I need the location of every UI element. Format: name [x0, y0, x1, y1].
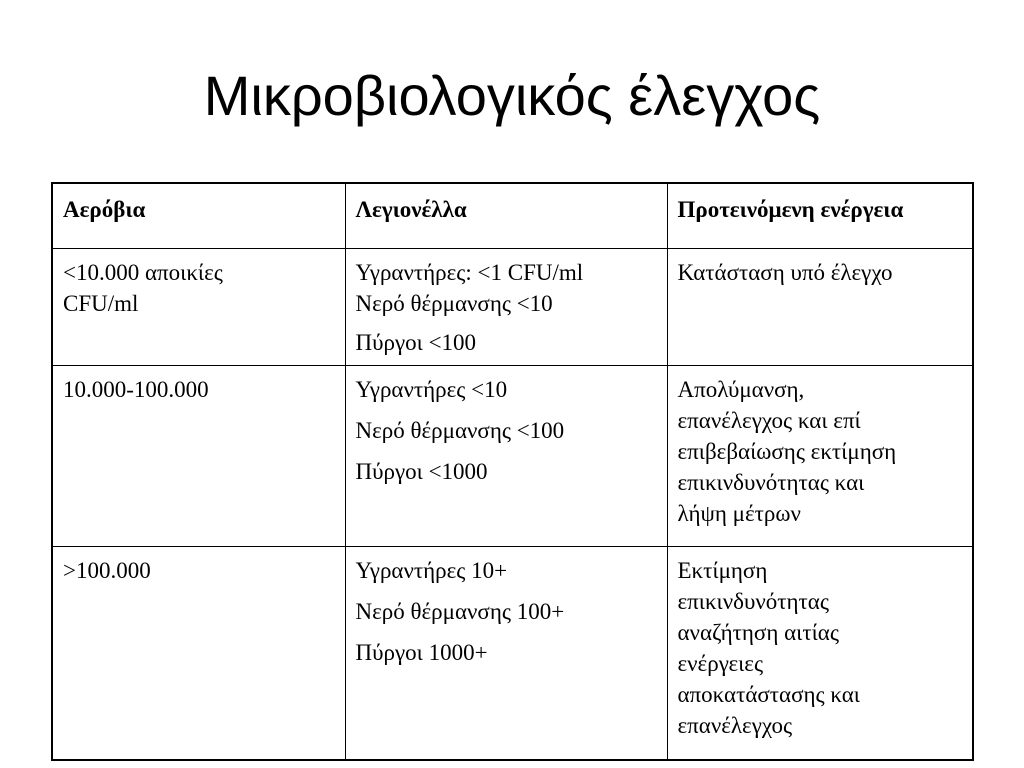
- cell-text: Πύργοι <1000: [355, 459, 488, 484]
- table-row: [52, 249, 973, 366]
- cell-text: ενέργειες: [677, 651, 764, 676]
- cell-text: CFU/ml: [63, 291, 139, 316]
- header-legionella: Λεγιονέλλα: [345, 183, 667, 249]
- cell-text: αναζήτηση αιτίας: [677, 620, 839, 645]
- cell-text: Απολύμανση,: [677, 377, 805, 402]
- cell-legionella: [345, 547, 667, 761]
- header-aerobia: Αερόβια: [52, 183, 345, 249]
- cell-aerobia: [52, 366, 345, 547]
- cell-text: λήψη μέτρων: [677, 501, 801, 526]
- cell-text: <10.000 αποικίες: [63, 260, 223, 285]
- table-header-row: [52, 183, 973, 249]
- cell-text: Πύργοι 1000+: [355, 640, 488, 665]
- cell-text: Υγραντήρες <10: [355, 377, 508, 402]
- cell-text: 10.000-100.000: [63, 377, 209, 402]
- cell-action: [667, 366, 973, 547]
- cell-text: αποκατάστασης και: [677, 682, 860, 707]
- cell-text: Νερό θέρμανσης 100+: [355, 599, 565, 624]
- cell-action: [667, 249, 973, 366]
- table-row: [52, 366, 973, 547]
- cell-action: [667, 547, 973, 761]
- header-action: Προτεινόμενη ενέργεια: [667, 183, 973, 249]
- slide-title: Μικροβιολογικός έλεγχος: [203, 64, 821, 127]
- table-row: [52, 547, 973, 761]
- cell-text: Νερό θέρμανσης <10: [355, 291, 553, 316]
- cell-text: Υγραντήρες 10+: [355, 558, 508, 583]
- cell-text: επικινδυνότητας και: [677, 470, 865, 495]
- cell-text: Κατάσταση υπό έλεγχο: [677, 260, 893, 285]
- cell-text: >100.000: [63, 558, 151, 583]
- cell-legionella: [345, 249, 667, 366]
- cell-text: Πύργοι <100: [355, 330, 477, 355]
- cell-text: Υγραντήρες: <1 CFU/ml: [355, 260, 584, 285]
- microbiology-table: [51, 182, 974, 761]
- cell-text: επιβεβαίωσης εκτίμηση: [677, 439, 897, 464]
- cell-legionella: [345, 366, 667, 547]
- cell-text: Νερό θέρμανσης <100: [355, 418, 565, 443]
- cell-text: επανέλεγχος: [677, 713, 793, 738]
- cell-aerobia: [52, 249, 345, 366]
- cell-text: επανέλεγχος και επί: [677, 408, 861, 433]
- cell-aerobia: [52, 547, 345, 761]
- cell-text: Εκτίμηση: [677, 558, 768, 583]
- cell-text: επικινδυνότητας: [677, 589, 829, 614]
